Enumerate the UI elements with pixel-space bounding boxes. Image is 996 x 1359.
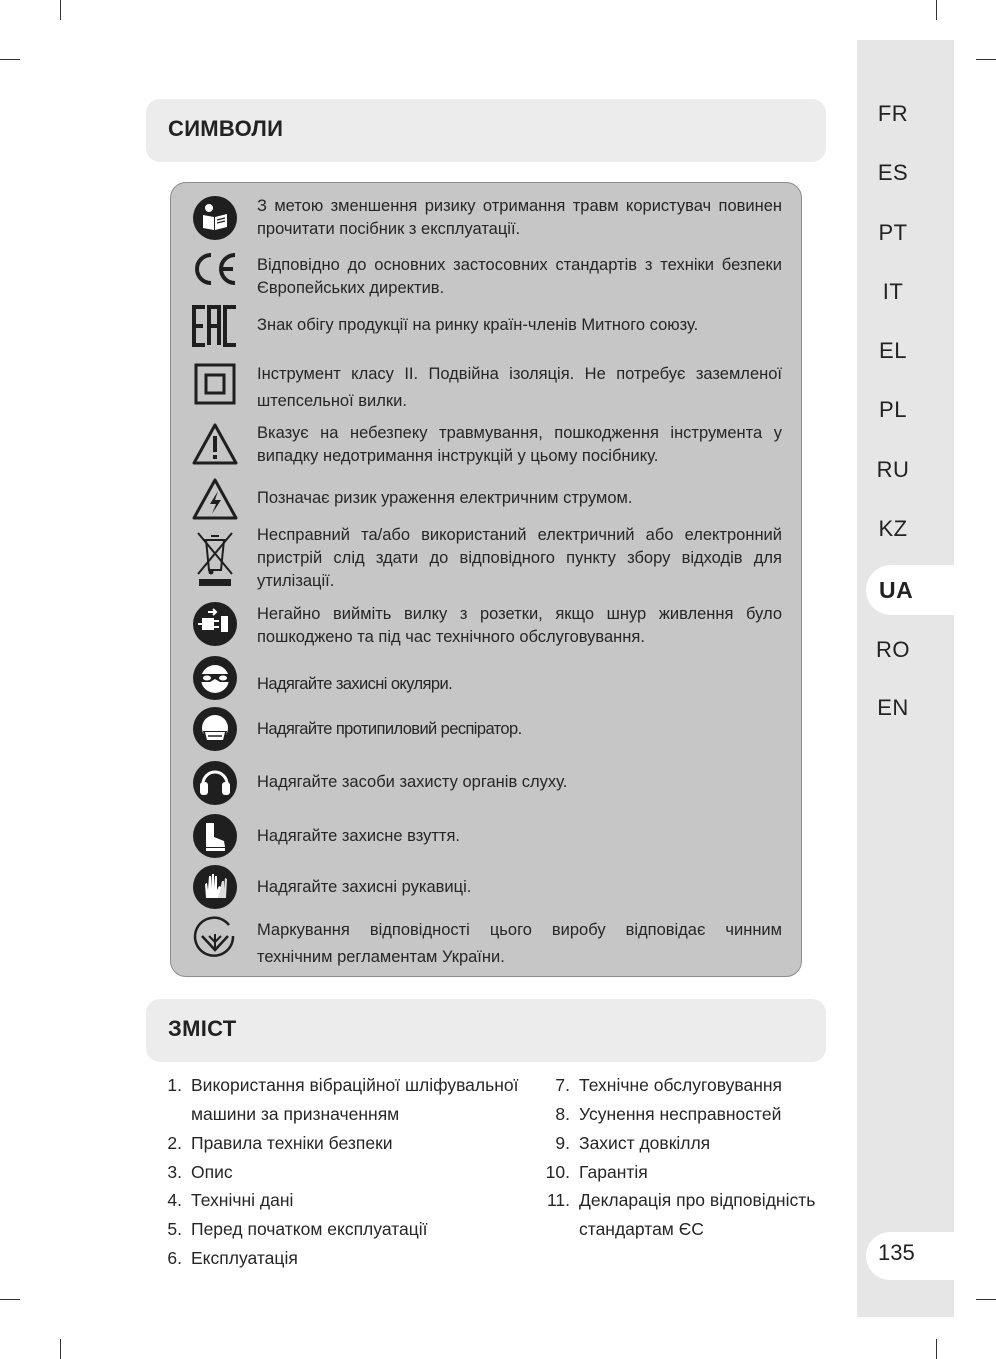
ce-mark-icon xyxy=(190,244,240,294)
toc-label: Експлуатація xyxy=(191,1248,298,1268)
toc-label: Технічне обслуговування xyxy=(579,1075,783,1095)
unplug-icon xyxy=(190,599,240,649)
symbol-text-gloves: Надягайте захисні рукавиці. xyxy=(257,878,472,896)
symbol-text-read-manual: З метою зменшення ризику отримання травм користувач повинен прочитати посібник з експлуатації. xyxy=(257,197,782,238)
toc-number: 4. xyxy=(167,1190,182,1210)
toc-number: 9. xyxy=(555,1133,570,1153)
crop-mark xyxy=(936,0,937,20)
symbol-text-electric: Позначає ризик ураження електричним струмом. xyxy=(257,489,633,507)
toc-label: Технічні дані xyxy=(191,1190,294,1210)
crop-mark xyxy=(60,1339,61,1359)
lang-tab-pl[interactable]: PL xyxy=(879,397,907,422)
crop-mark xyxy=(936,1339,937,1359)
symbol-text-ce: Відповідно до основних застосовних стандартів з техніки безпеки Європейських директив. xyxy=(257,256,782,297)
crop-mark xyxy=(60,0,61,20)
toc-number: 6. xyxy=(167,1248,182,1268)
weee-bin-icon xyxy=(190,529,240,589)
toc-label-continued: стандартам ЄС xyxy=(579,1219,704,1239)
crop-mark xyxy=(0,1299,20,1300)
toc-number: 8. xyxy=(555,1104,570,1124)
lang-tab-ru[interactable]: RU xyxy=(876,457,910,482)
symbols-header xyxy=(146,99,826,162)
crop-mark xyxy=(976,1299,996,1300)
symbol-text-class-ii: Інструмент класу II. Подвійна ізоляція. Не потребує заземленої штепсельної вилки. xyxy=(257,365,782,410)
toc-label: Правила техніки безпеки xyxy=(191,1133,393,1153)
toc-number: 10. xyxy=(545,1162,570,1182)
contents-header xyxy=(146,999,826,1062)
lang-tab-es[interactable]: ES xyxy=(877,160,909,185)
page-number: 135 xyxy=(878,1240,915,1265)
lang-tab-pt[interactable]: PT xyxy=(878,220,908,245)
lang-tab-el[interactable]: EL xyxy=(879,338,907,363)
symbol-text-unplug: Негайно вийміть вилку з розетки, якщо шнур живлення було пошкоджено та під час технічного обслуговування. xyxy=(257,605,782,646)
electric-hazard-icon xyxy=(190,474,240,524)
symbol-text-boots: Надягайте захисне взуття. xyxy=(257,827,461,845)
lang-tab-ua-active[interactable]: UA xyxy=(866,565,954,615)
symbol-text-weee: Несправний та/або використаний електричний або електронний пристрій слід здати до відповідного пункту збору відходів для утилізації. xyxy=(257,526,782,590)
lang-tab-kz[interactable]: KZ xyxy=(878,516,908,541)
crop-mark xyxy=(0,59,20,60)
toc-number: 1. xyxy=(167,1075,182,1095)
safety-gloves-icon xyxy=(190,862,240,912)
toc-label-continued: машини за призначенням xyxy=(191,1104,400,1124)
symbol-text-eac: Знак обігу продукції на ринку країн-членів Митного союзу. xyxy=(257,316,699,334)
toc-label: Опис xyxy=(191,1162,233,1182)
toc-label: Гарантія xyxy=(579,1162,648,1182)
lang-tab-ro[interactable]: RO xyxy=(876,637,910,662)
dust-mask-icon xyxy=(190,704,240,754)
toc-label: Захист довкілля xyxy=(579,1133,711,1153)
ear-protection-icon xyxy=(190,758,240,808)
toc-label: Декларація про відповідність xyxy=(579,1190,816,1210)
lang-tab-fr[interactable]: FR xyxy=(877,101,909,126)
crop-mark xyxy=(976,59,996,60)
ukrainian-conformity-mark-icon xyxy=(190,914,240,964)
lang-tab-en[interactable]: EN xyxy=(877,695,909,720)
lang-tab-it[interactable]: IT xyxy=(882,279,904,304)
class-ii-insulation-icon xyxy=(190,359,240,409)
read-manual-icon xyxy=(190,193,240,243)
toc-number: 7. xyxy=(555,1075,570,1095)
symbols-title: СИМВОЛИ xyxy=(168,116,284,141)
eac-mark-icon xyxy=(190,301,240,351)
toc-number: 2. xyxy=(167,1133,182,1153)
toc-number: 3. xyxy=(167,1162,182,1182)
toc-number: 11. xyxy=(546,1190,570,1210)
symbol-text-ukrainian-mark: Маркування відповідності цього виробу відповідає чинним технічним регламентам України. xyxy=(257,921,782,966)
toc-label: Усунення несправностей xyxy=(579,1104,782,1124)
contents-title: ЗМІСТ xyxy=(168,1016,237,1041)
toc-label: Перед початком експлуатації xyxy=(191,1219,428,1239)
safety-boots-icon xyxy=(190,811,240,861)
symbol-text-goggles: Надягайте захисні окуляри. xyxy=(257,675,453,693)
toc-number: 5. xyxy=(167,1219,182,1239)
safety-goggles-icon xyxy=(190,653,240,703)
toc-label: Використання вібраційної шліфувальної xyxy=(191,1075,519,1095)
symbol-text-warning: Вказує на небезпеку травмування, пошкодження інструмента у випадку недотримання інструкцій у цьому посібнику. xyxy=(257,424,782,465)
warning-triangle-icon xyxy=(190,419,240,469)
symbol-text-mask: Надягайте протипиловий респіратор. xyxy=(257,720,522,738)
symbol-text-ear-protection: Надягайте засоби захисту органів слуху. xyxy=(257,773,568,791)
